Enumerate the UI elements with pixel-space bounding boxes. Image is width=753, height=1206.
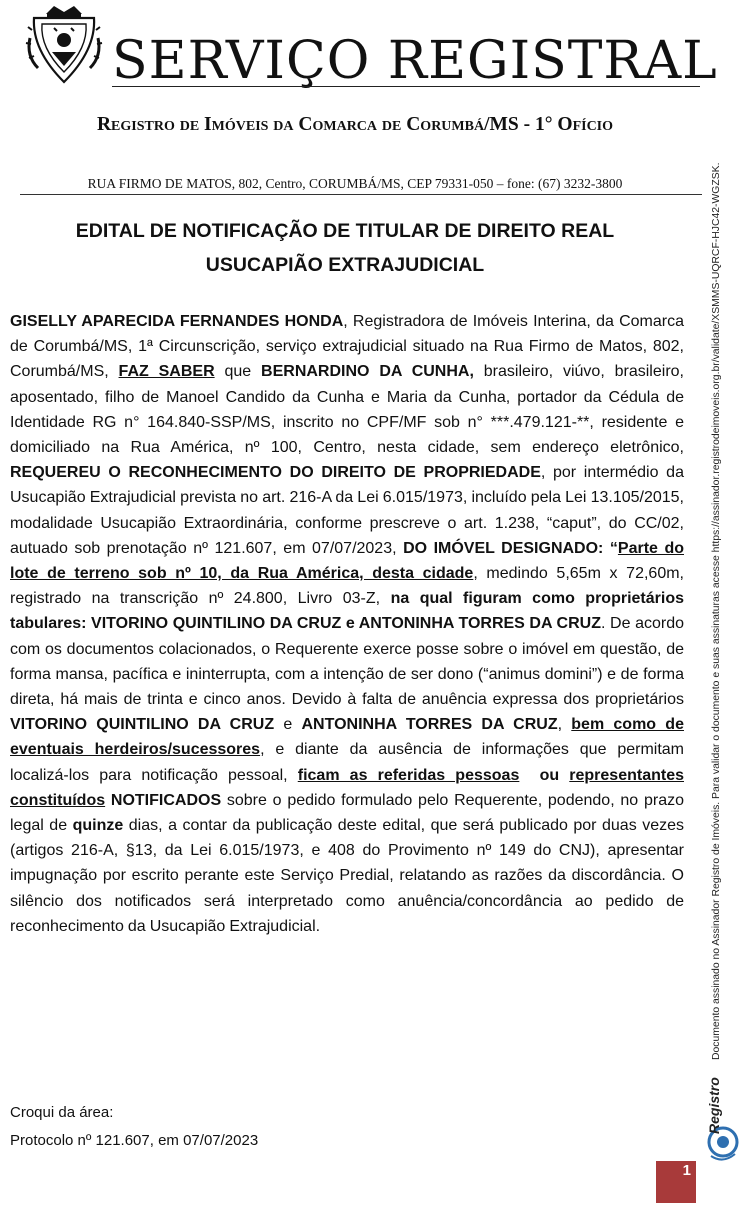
quinze-dias: quinze — [72, 817, 124, 835]
herdeiros-sucessores: bem como de eventuais herdeiros/sucessores — [10, 716, 684, 759]
registro-imoveis-logo — [697, 1072, 739, 1168]
protocolo-line: Protocolo nº 121.607, em 07/07/2023 — [10, 1132, 259, 1149]
body-text-segment: , — [557, 716, 572, 734]
registradora-name: GISELLY APARECIDA FERNANDES HONDA — [10, 313, 344, 330]
page-number: 1 — [682, 1162, 691, 1179]
coat-of-arms-logo — [24, 4, 104, 88]
faz-saber: FAZ SABER — [118, 363, 215, 381]
address-divider — [20, 194, 702, 195]
edital-heading-line-2: USUCAPIÃO EXTRAJUDICIAL — [205, 254, 485, 276]
body-text-segment — [559, 767, 569, 784]
proprietarios-tabulares: na qual figuram como proprietários tabulares: VITORINO QUINTILINO DA CRUZ e ANTONINHA TORRES DA CRUZ — [10, 590, 684, 633]
signature-validation-text: Documento assinado no Assinador Registro de Imóveis. Para validar o documento e suas assinaturas acesse https://assinador.registrodeimoveis.org.br/validate/XSMMS-UQRCF-HJC42-WGZSK. — [711, 162, 722, 1060]
title-divider — [112, 86, 700, 87]
imovel-description: Parte do lote de terreno sob nº 10, da Rua América, desta cidade — [10, 539, 684, 583]
body-text-segment: e — [274, 716, 302, 734]
notificados: NOTIFICADOS — [110, 791, 222, 809]
edital-heading-line-1: EDITAL DE NOTIFICAÇÃO DE TITULAR DE DIREITO REAL — [75, 220, 615, 242]
body-text-segment: , por intermédio da Usucapião Extrajudicial prevista no art. 216-A da Lei 6.015/1973, incluído pela Lei 13.105/2015, modalidade Usucapião Extraordinária, conforme prescreve o art. 1.238, “caput”, do CC/02, autuado sob prenotação nº 121.607, em 07/07/2023, — [10, 464, 684, 557]
body-text-segment: , e diante da ausência de informações que permitam localizá-los para notificação pessoal, — [10, 741, 685, 784]
imovel-label: DO IMÓVEL DESIGNADO: “ — [403, 539, 618, 557]
representantes-constituidos: representantes constituídos — [10, 766, 684, 809]
body-text-segment: , Registradora de Imóveis Interina, da Comarca de Corumbá/MS, 1ª Circunscrição, serviço extrajudicial situado na Rua Firmo de Matos, 802, Corumbá/MS, — [10, 313, 684, 381]
office-title: SERVIÇO REGISTRAL — [112, 31, 718, 91]
edital-body — [10, 309, 684, 939]
page-number-badge — [656, 1161, 696, 1203]
body-text-segment: dias, a contar da publicação deste edital, que será publicado por duas vezes (artigos 216-A, §13, da Lei 6.015/1973, e 408 do Provimento nº 149 do CNJ), apresentar impugnação por escrito perante este Serviço Predial, relatando as razões da discordância. O silêncio dos notificados será interpretado como anuência/concordância ao pedido de reconhecimento da Usucapião Extrajudicial. — [10, 817, 684, 935]
body-text-segment: . De acordo com os documentos colacionados, o Requerente exerce posse sobre o imóvel em questão, de forma mansa, pacífica e ininterrupta, com a intenção de ser dono (“animus domini”) e de forma direta, há mais de trinta e cinco anos. Devido à falta de anuência expressa dos proprietários — [10, 615, 684, 709]
requerente-name: BERNARDINO DA CUNHA, — [261, 363, 474, 381]
ficam-referidas-pessoas: ficam as referidas pessoas — [297, 766, 520, 784]
croqui-label: Croqui da área: — [10, 1104, 114, 1121]
owner-name-1: VITORINO QUINTILINO DA CRUZ — [10, 716, 275, 734]
body-text-segment: que — [214, 363, 262, 381]
body-text-segment: sobre o pedido formulado pelo Requerente, podendo, no prazo legal de — [10, 791, 684, 835]
ou-word: ou — [539, 766, 560, 784]
body-text-segment — [519, 767, 539, 784]
owner-name-2: ANTONINHA TORRES DA CRUZ — [301, 716, 558, 734]
body-text-segment: , medindo 5,65m x 72,60m, registrado na transcrição nº 24.800, Livro 03-Z, — [10, 565, 684, 608]
office-subtitle: Registro de Imóveis da Comarca de Corumbá/MS - 1° Ofício — [96, 114, 614, 135]
office-address: RUA FIRMO DE MATOS, 802, Centro, CORUMBÁ/MS, CEP 79331-050 – fone: (67) 3232-3800 — [87, 176, 623, 191]
body-text-segment: brasileiro, viúvo, brasileiro, aposentado, filho de Manoel Candido da Cunha e Maria da Cunha, portador da Cédula de Identidade RG n° 164.840-SSP/MS, inscrito no CPF/MF sob n° ***.479.121-**, residente e domiciliado na Rua América, nº 100, Centro, nesta cidade, sem endereço eletrônico, — [10, 363, 684, 457]
registro-logo-text: Registro — [706, 1077, 722, 1134]
requereu-statement: REQUEREU O RECONHECIMENTO DO DIREITO DE PROPRIEDADE — [10, 464, 541, 482]
